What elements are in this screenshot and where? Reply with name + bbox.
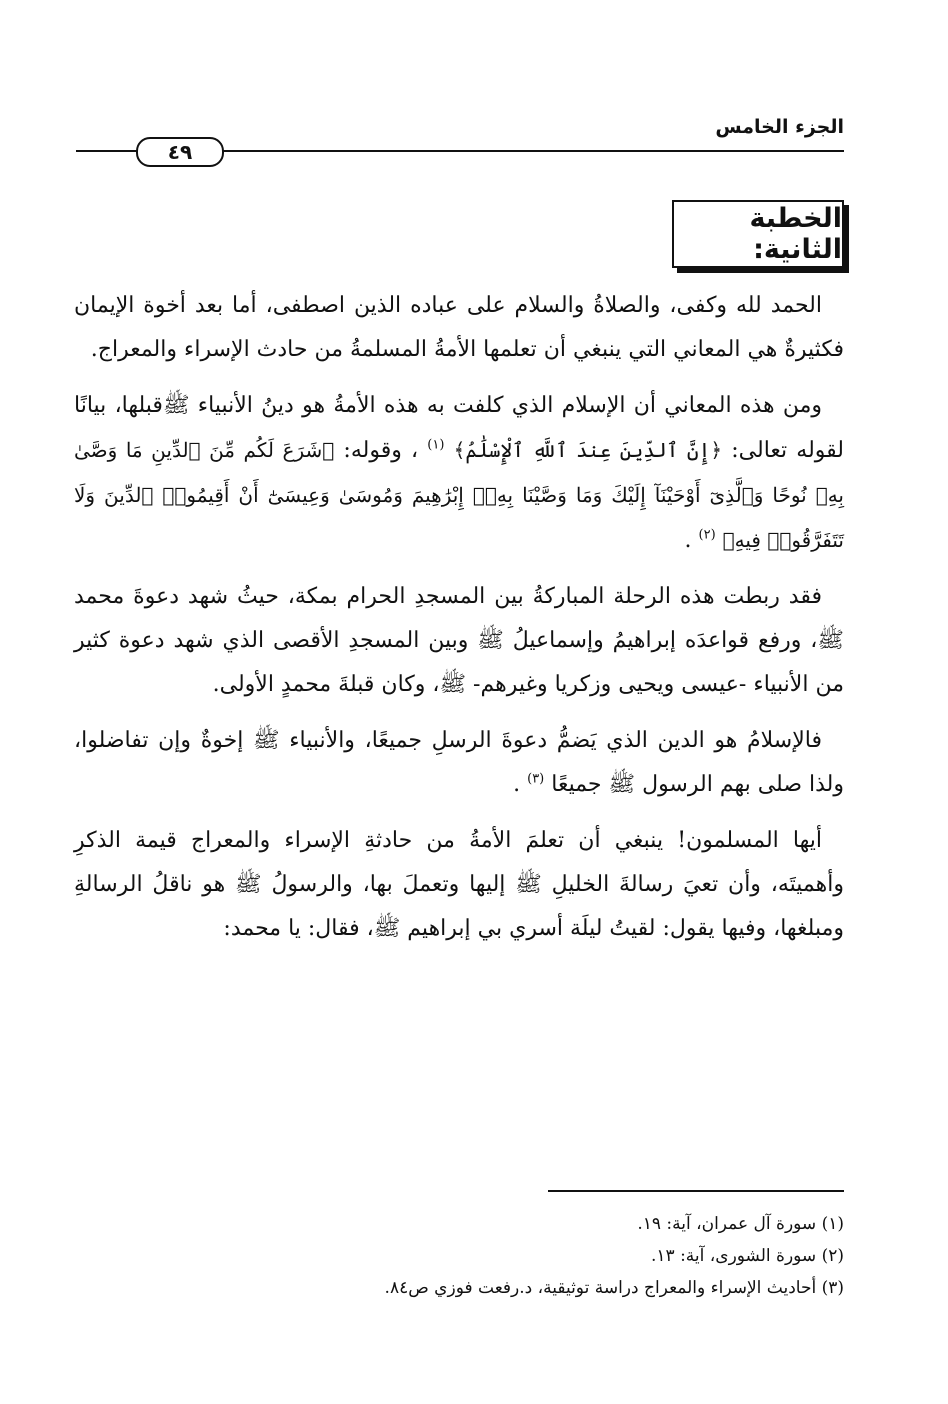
footnote-rule [548, 1190, 844, 1192]
quran-verse-1: ﴿إِنَّ ٱلدِّينَ عِندَ ٱللَّهِ ٱلْإِسْلَٰمُ﴾ [453, 438, 723, 462]
paragraph-4-text: فالإسلامُ هو الدين الذي يَضمُّ دعوةَ الرسلِ جميعًا، والأنبياء ﷺ إخوةٌ وإن تفاضلوا، ولذا صلى بهم الرسول ﷺ جميعًا [74, 728, 844, 797]
paragraph-2-part-1: ومن هذه المعاني أن الإسلام الذي كلفت به هذه الأمةُ هو دينُ الأنبياء ﷺقبلها، بيانًا لقوله تعالى: [74, 393, 844, 463]
section-title-box [672, 200, 844, 268]
paragraph-4-end: . [513, 772, 521, 797]
footnote-ref-1: (١) [427, 437, 445, 453]
footnote-ref-2: (٢) [698, 527, 716, 543]
footnote-2: (٢) سورة الشورى، آية: ١٣. [651, 1246, 844, 1266]
quran-verse-2: ﴿شَرَعَ لَكُم مِّنَ ٱلدِّينِ مَا وَصَّىٰ بِهِۦ نُوحًا وَٱلَّذِىٓ أَوْحَيْنَآ إِلَيْكَ وَمَا وَصَّيْنَا بِهِۦٓ إِبْرَٰهِيمَ وَمُوسَىٰ وَعِيسَىٰٓ أَنْ أَقِيمُوا۟ ٱلدِّينَ وَلَا تَتَفَرَّقُوا۟ فِيهِ﴾ [74, 438, 844, 552]
footnote-1: (١) سورة آل عمران، آية: ١٩. [637, 1214, 844, 1234]
page-header [76, 112, 844, 162]
paragraph-4 [74, 719, 844, 807]
page-number-badge: ٤٩ [136, 137, 224, 167]
paragraph-1: الحمد لله وكفى، والصلاةُ والسلام على عباده الذين اصطفى، أما بعد أخوة الإيمان فكثيرةٌ هي المعاني التي ينبغي أن تعلمها الأمةُ المسلمةُ من حادث الإسراء والمعراج. [74, 293, 844, 362]
footnotes [74, 1208, 844, 1304]
section-title: الخطبة الثانية: [749, 203, 842, 265]
paragraph-2-part-2: ، وقوله: [334, 438, 419, 463]
paragraph-2-part-3: . [684, 528, 692, 553]
paragraph-3: فقد ربطت هذه الرحلة المباركةُ بين المسجدِ الحرام بمكة، حيثُ شهد دعوةَ محمد ﷺ، ورفع قواعدَه إبراهيمُ وإسماعيلُ ﷺ وبين المسجدِ الأقصى الذي شهد دعوة كثير من الأنبياء -عيسى ويحيى وزكريا وغيرهم- ﷺ، وكان قبلةَ محمدٍ الأولى. [74, 584, 844, 697]
main-text [74, 284, 844, 963]
paragraph-2 [74, 384, 844, 563]
running-header-title: الجزء الخامس [715, 116, 844, 138]
footnote-3: (٣) أحاديث الإسراء والمعراج دراسة توثيقية، د.رفعت فوزي ص٨٤. [384, 1278, 844, 1298]
footnote-ref-3: (٣) [527, 771, 545, 787]
paragraph-5: أيها المسلمون! ينبغي أن تعلمَ الأمةُ من حادثةِ الإسراء والمعراج قيمة الذكرِ وأهميتَه، وأن تعيَ رسالةَ الخليلِ ﷺ إليها وتعملَ بها، والرسولُ ﷺ هو ناقلُ الرسالةِ ومبلغها، وفيها يقول: لقيتُ ليلَة أسري بي إبراهيم ﷺ، فقال: يا محمد: [74, 828, 844, 941]
